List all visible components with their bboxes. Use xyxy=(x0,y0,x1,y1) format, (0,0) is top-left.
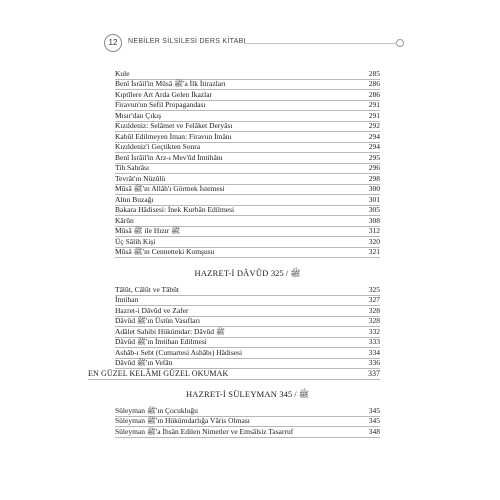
toc-entry-title: Benî İsrâil'in Mûsâ ﷺ'a İlk İtirazları xyxy=(115,79,226,88)
header-ornament-icon xyxy=(396,39,404,47)
toc-entry[interactable] xyxy=(115,285,380,296)
toc-entry-title: İmtihan xyxy=(115,295,139,304)
toc-entry[interactable] xyxy=(115,174,380,185)
toc-entry-page: 321 xyxy=(368,247,380,256)
toc-entry[interactable] xyxy=(115,143,380,154)
header-rule xyxy=(244,43,396,44)
toc-entry-title: Kabûl Edilmeyen İman: Firavun İmânı xyxy=(115,131,232,141)
toc-entry[interactable] xyxy=(115,206,380,217)
toc-entry-page: 334 xyxy=(368,347,380,357)
toc-entry[interactable] xyxy=(115,296,380,307)
toc-entry-page: 327 xyxy=(368,295,380,304)
toc-entry-page: 298 xyxy=(368,173,380,183)
page-number: 12 xyxy=(104,34,122,52)
toc-entry-title: Altın Buzağı xyxy=(115,194,154,204)
toc-list-suleyman xyxy=(115,406,380,438)
section-title-davud: HAZRET-İ DÂVÛD ﷺ / 325 xyxy=(194,268,301,278)
toc-entry-page: 336 xyxy=(368,358,380,367)
toc-entry-page: 285 xyxy=(368,68,380,78)
toc-entry-title: Mûsâ ﷺ'ın Allâh'ı Görmek İstemesi xyxy=(115,184,225,193)
toc-entry[interactable] xyxy=(115,348,380,359)
toc-entry-page: 328 xyxy=(368,316,380,325)
toc-entry-page: 305 xyxy=(368,205,380,214)
toc-entry-title: Hazret-i Dâvûd ve Zafer xyxy=(115,305,189,315)
toc-list-davud xyxy=(115,285,380,369)
toc-entry[interactable] xyxy=(115,237,380,248)
toc-entry[interactable] xyxy=(115,227,380,238)
toc-entry[interactable] xyxy=(115,306,380,317)
toc-entry[interactable] xyxy=(115,417,380,428)
toc-entry-page: 295 xyxy=(368,152,380,162)
toc-entry[interactable] xyxy=(115,153,380,164)
toc-entry-page: 301 xyxy=(368,194,380,204)
running-header xyxy=(104,34,404,54)
toc-entry[interactable] xyxy=(115,111,380,122)
toc-entry-title: Kızıldeniz: Selâmet ve Felâket Deryâsı xyxy=(115,121,233,130)
toc-entry-page: 292 xyxy=(368,121,380,130)
toc-entry-title: Tâlût, Câlût ve Tâbût xyxy=(115,284,180,294)
toc-entry-page: 337 xyxy=(368,369,380,378)
toc-entry-page: 296 xyxy=(368,163,380,172)
toc-main-entry[interactable] xyxy=(88,369,380,380)
toc-entry-title: Bakara Hâdisesi: İnek Kurbân Edilmesi xyxy=(115,205,235,214)
toc-entry-page: 333 xyxy=(368,337,380,346)
toc-entry[interactable] xyxy=(115,80,380,91)
toc-entry-title: Kârûn xyxy=(115,215,134,225)
toc-entry[interactable] xyxy=(115,185,380,196)
toc-entry-page: 308 xyxy=(368,215,380,225)
toc-entry-title: Tevrât'ın Nüzûlü xyxy=(115,173,166,183)
toc-entry-title: Mısır'dan Çıkış xyxy=(115,110,162,120)
toc-entry-page: 312 xyxy=(368,226,380,235)
toc-entry-title: Süleyman ﷺ'a İhsân Edilen Nimetler ve Emsâlsiz Tasarruf xyxy=(115,426,294,436)
toc-entry[interactable] xyxy=(115,90,380,101)
toc-entry-title: Dâvûd ﷺ'ın İmtihan Edilmesi xyxy=(115,337,207,346)
toc-entry-page: 345 xyxy=(368,405,380,415)
toc-entry-title: Dâvûd ﷺ'ın Vefâtı xyxy=(115,358,173,367)
toc-entry-page: 294 xyxy=(368,131,380,141)
toc-entry-page: 328 xyxy=(368,305,380,315)
toc-entry-page: 286 xyxy=(368,79,380,88)
toc-entry[interactable] xyxy=(115,248,380,259)
toc-entry-title: Mûsâ ﷺ ile Hızır ﷺ xyxy=(115,226,181,235)
toc-entry-page: 300 xyxy=(368,184,380,193)
toc-entry-title: Üç Sâlih Kişi xyxy=(115,236,156,246)
toc-entry[interactable] xyxy=(115,101,380,112)
table-of-contents xyxy=(88,68,380,438)
toc-entry-title: Kıptîlere Art Arda Gelen İkazlar xyxy=(115,89,213,99)
toc-entry-page: 345 xyxy=(368,416,380,425)
toc-entry-title: Süleyman ﷺ'ın Çocukluğu xyxy=(115,405,198,415)
toc-entry[interactable] xyxy=(115,195,380,206)
toc-entry[interactable] xyxy=(115,338,380,349)
toc-entry[interactable] xyxy=(115,132,380,143)
toc-entry-title: Dâvûd ﷺ'ın Üstün Vasıfları xyxy=(115,316,201,325)
toc-entry[interactable] xyxy=(115,164,380,175)
toc-entry-page: 325 xyxy=(368,284,380,294)
toc-entry-page: 294 xyxy=(368,142,380,151)
toc-entry[interactable] xyxy=(115,359,380,370)
toc-entry[interactable] xyxy=(115,317,380,328)
toc-entry-title: EN GÜZEL KELÂMI GÜZEL OKUMAK xyxy=(88,369,229,378)
toc-list-musa xyxy=(115,69,380,258)
toc-entry-page: 291 xyxy=(368,110,380,120)
toc-entry-title: Süleyman ﷺ'ın Hükümdarlığa Vâris Olması xyxy=(115,416,250,425)
book-title: NEBİLER SİLSİLESİ DERS KİTABI xyxy=(128,38,246,45)
toc-entry[interactable] xyxy=(115,122,380,133)
toc-entry[interactable] xyxy=(115,406,380,417)
toc-entry[interactable] xyxy=(115,216,380,227)
toc-entry[interactable] xyxy=(115,69,380,80)
toc-entry-page: 332 xyxy=(368,326,380,336)
toc-entry-page: 348 xyxy=(368,426,380,436)
toc-entry-title: Tih Sahrâsı xyxy=(115,163,150,172)
toc-entry[interactable] xyxy=(115,327,380,338)
toc-entry-page: 320 xyxy=(368,236,380,246)
toc-entry-title: Mûsâ ﷺ'ın Cennetteki Komşusu xyxy=(115,247,215,256)
section-title-suleyman: HAZRET-İ SÜLEYMAN ﷺ / 345 xyxy=(185,389,310,399)
toc-entry-page: 286 xyxy=(368,89,380,99)
toc-entry-title: Ashâb-ı Sebt (Cumartesi Ashâbı) Hâdisesi xyxy=(115,347,243,357)
toc-entry-page: 291 xyxy=(368,100,380,109)
toc-entry-title: Adâlet Sahibi Hükümdar: Dâvûd ﷺ xyxy=(115,326,225,336)
toc-entry[interactable] xyxy=(115,427,380,438)
toc-entry-title: Benî İsrâil'in Arz-ı Mev'ûd İmtihânı xyxy=(115,152,223,162)
toc-entry-title: Kızıldeniz'i Geçtikten Sonra xyxy=(115,142,201,151)
toc-entry-title: Kule xyxy=(115,68,130,78)
toc-entry-title: Firavun'un Sefil Propagandası xyxy=(115,100,206,109)
